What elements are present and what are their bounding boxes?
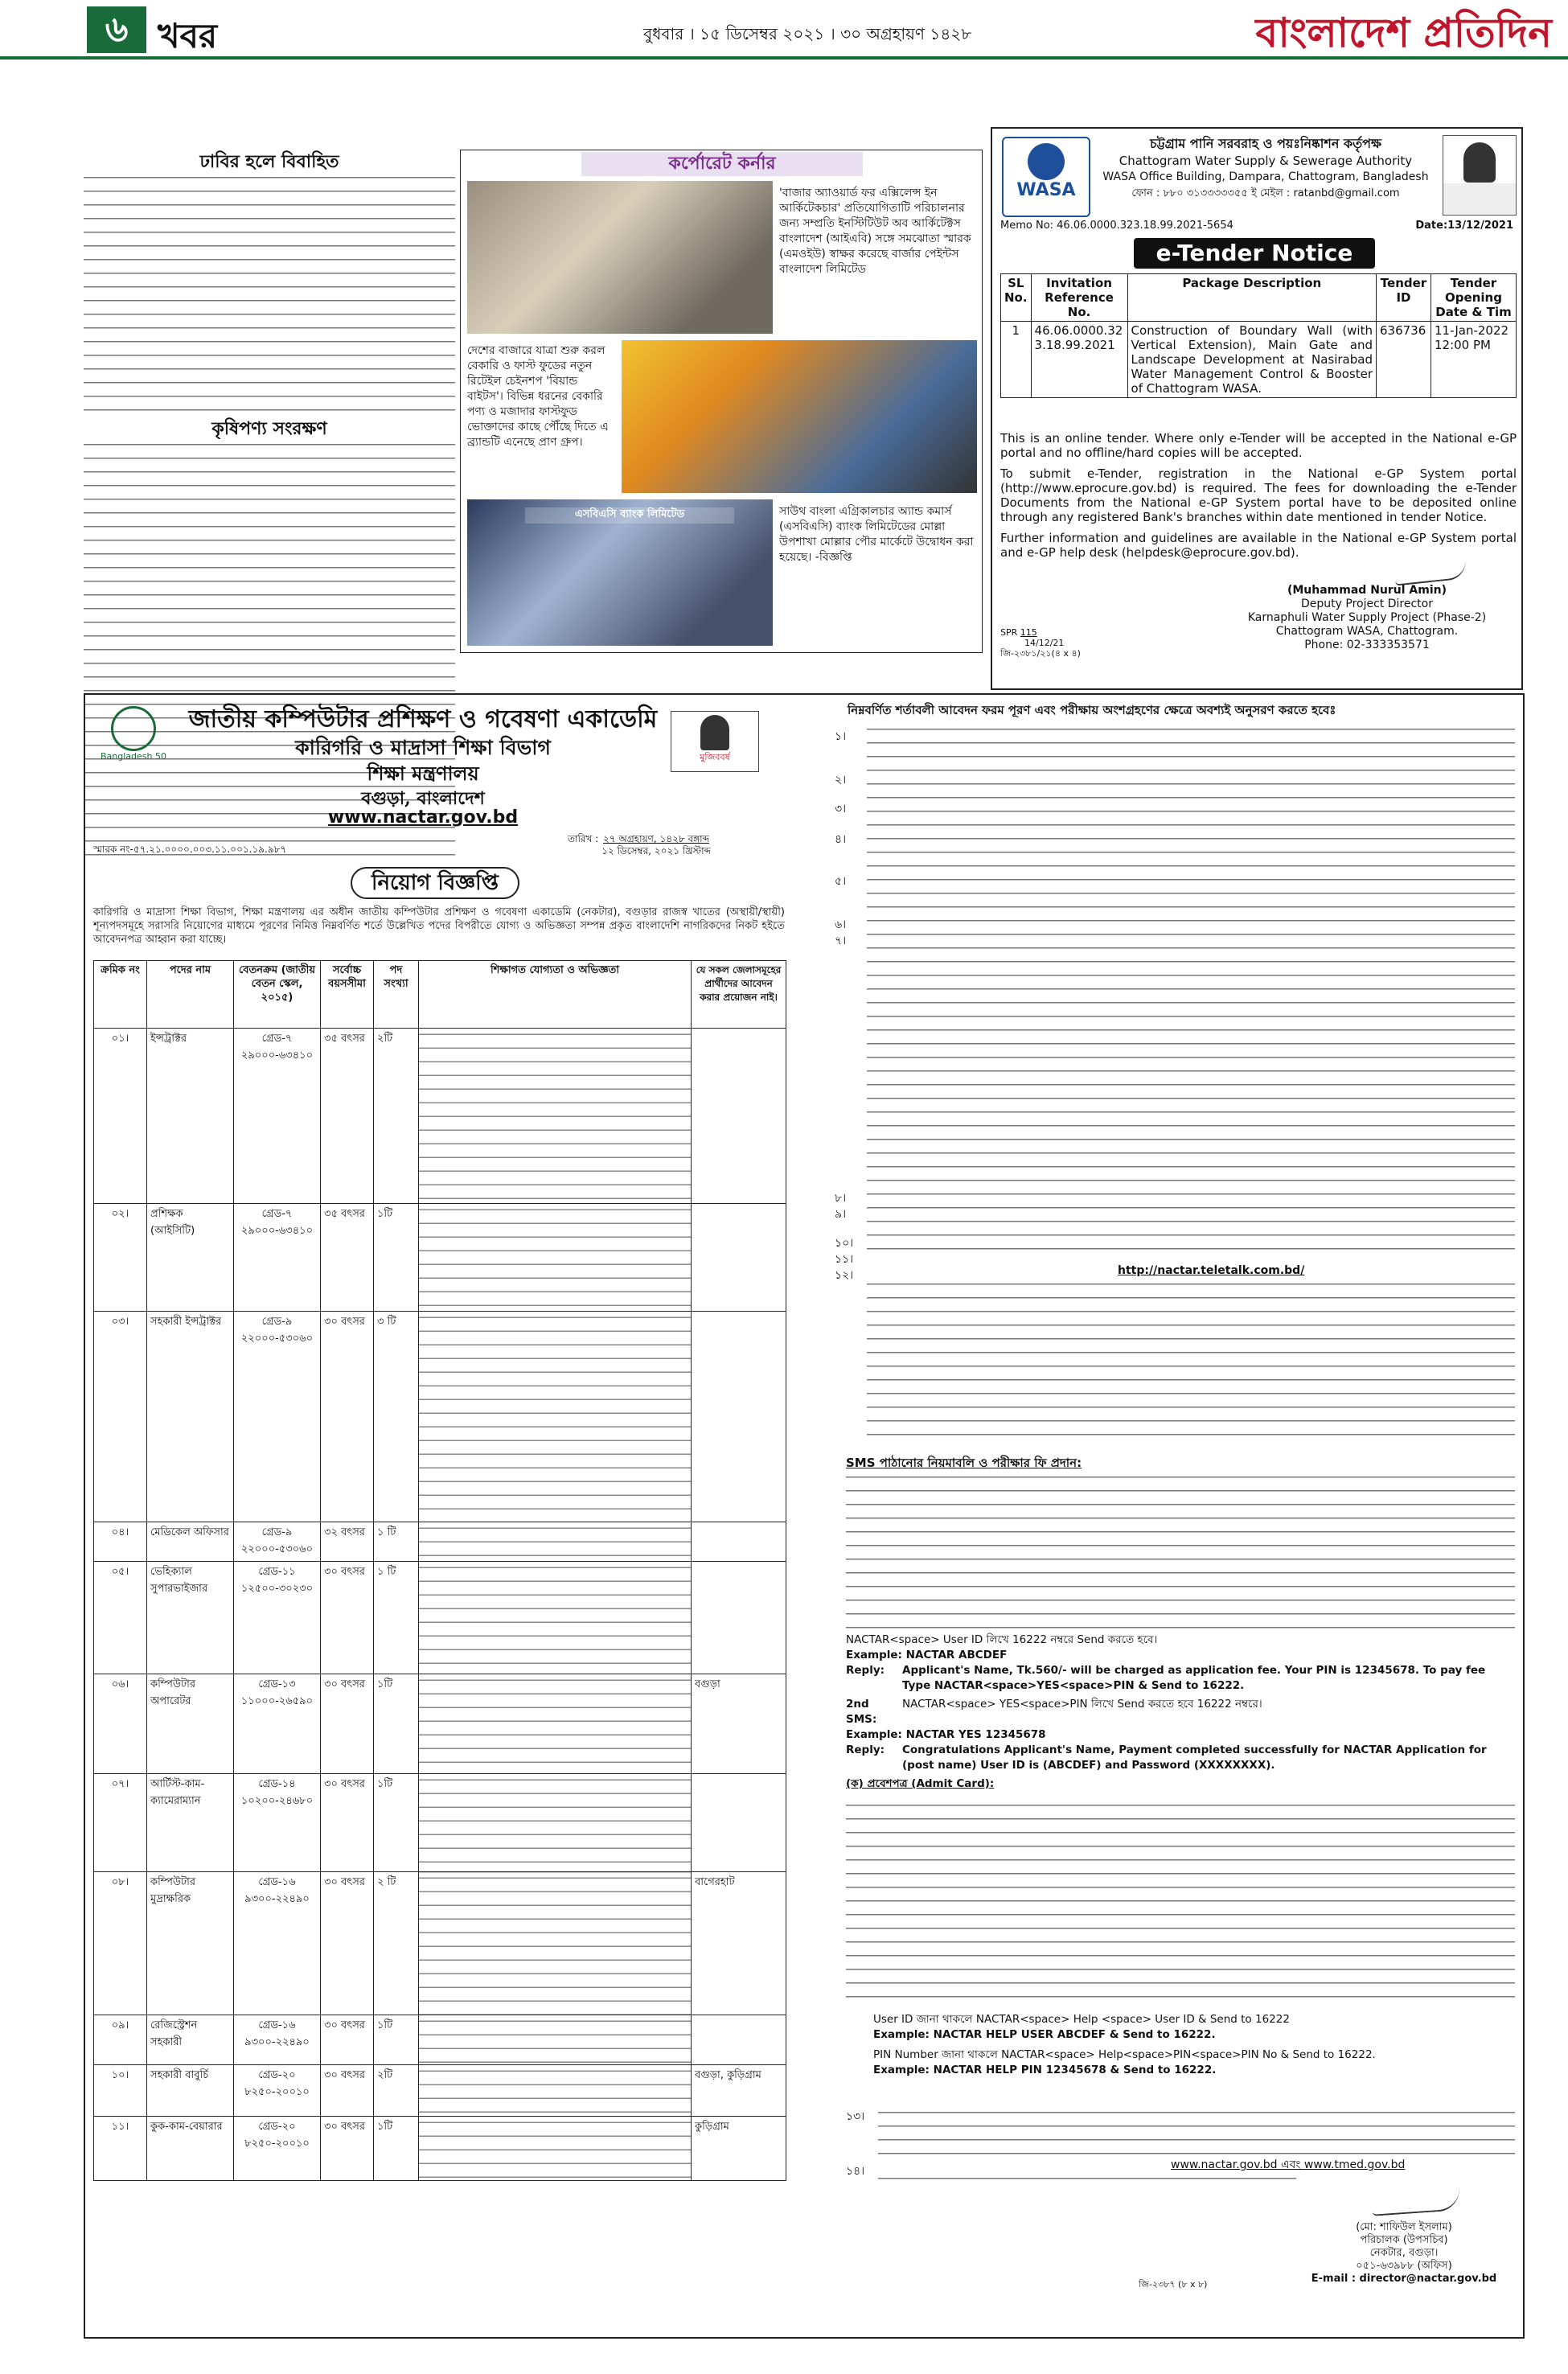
- tender-designation: Deputy Project Director: [1301, 598, 1433, 610]
- table-row: ০৭। আর্টিস্ট-কাম-ক্যামেরাম্যান গ্রেড-১৪ ১০২০০-২৪৬৮০ ৩০ বৎসর ১টি: [94, 1774, 786, 1872]
- table-row: ০৪। মেডিকেল অফিসার গ্রেড-৯ ২২০০০-৫৩০৬০ ৩২ বৎসর ১ টি: [94, 1522, 786, 1562]
- sms-example-2: Example: NACTAR YES 12345678: [846, 1728, 1046, 1741]
- final-note: [878, 2173, 1296, 2189]
- reply-1: Applicant's Name, Tk.560/- will be charged as application fee. Your PIN is 12345678. To pay fee Type NACTAR<space>YES<space>PIN & Send to 16222.: [902, 1664, 1486, 1692]
- help-example-2: Example: NACTAR HELP PIN 12345678 & Send to 16222.: [873, 2064, 1217, 2076]
- online-steps: [867, 1279, 1515, 1444]
- table-row: ১১। কুক-কাম-বেয়ারার গ্রেড-২০ ৮২৫০-২০০১০ ৩০ বৎসর ১টি কুড়িগ্রাম: [94, 2117, 786, 2181]
- academy-city: বগুড়া, বাংলাদেশ: [361, 788, 485, 809]
- sms-block: [846, 1633, 1515, 1792]
- col-sl: SL No.: [1001, 274, 1032, 322]
- tender-table: [1000, 273, 1517, 398]
- sms-example-1: Example: NACTAR ABCDEF: [846, 1649, 1008, 1661]
- reply-label: Reply:: [846, 1664, 885, 1677]
- caption-berger: 'বাজার অ্যাওয়ার্ড ফর এক্সিলেন্স ইন আর্কিটেকচার' প্রতিযোগিতাটি পরিচালনার জন্য সম্প্রতি ইনস্টিটিউট অব আর্কিটেক্টস বাংলাদেশ (আইএবি) সঙ্গে সমঝোতা স্মারক (এমওইউ) স্বাক্ষর করেছে বার্জার পেইন্টস বাংলাদেশ লিমিটেড: [779, 187, 971, 276]
- corporate-corner: [460, 150, 983, 653]
- tender-signer: (Muhammad Nurul Amin): [1287, 584, 1447, 597]
- online-link[interactable]: http://nactar.teletalk.com.bd/: [1114, 1264, 1307, 1278]
- academy-memo: স্মারক নং-৫৭.২১.০০০০.০০৩.১১.০০১.১৯.৯৮৭: [93, 844, 287, 855]
- table-row: 1 46.06.0000.32 3.18.99.2021 Construction of Boundary Wall (with Vertical Extension), Main Gate and Landscape Development at Nasirabad Water Management Control & Booster of Chattogram WASA. 636736 11-Jan-2022 12:00 PM: [1001, 322, 1517, 398]
- photo-berger: [467, 181, 773, 334]
- tender-notice: [991, 127, 1523, 690]
- table-row: ০৩। সহকারী ইন্সট্রাক্টর গ্রেড-৯ ২২০০০-৫৩০৬০ ৩০ বৎসর ৩ টি: [94, 1312, 786, 1522]
- portrait-image: [1443, 135, 1517, 216]
- corporate-corner-title: কর্পোরেট কর্নার: [581, 152, 863, 176]
- org-name-bn: চট্টগ্রাম পানি সরবরাহ ও পয়ঃনিষ্কাশন কর্তৃপক্ষ: [1150, 136, 1381, 151]
- sms-title: SMS পাঠানোর নিয়মাবলি ও পরীক্ষার ফি প্রদান:: [846, 1456, 1082, 1470]
- sms-body: [846, 1472, 1515, 1629]
- news-headline-1: ঢাবির হলে বিবাহিত: [199, 151, 339, 172]
- gd-number: জি-২৩৮৭ (৮ x ৮): [1139, 2279, 1208, 2290]
- org-address: WASA Office Building, Dampara, Chattogram, Bangladesh: [1102, 170, 1429, 183]
- notice-title: নিয়োগ বিজ্ঞপ্তি: [351, 867, 519, 899]
- academy-website[interactable]: www.nactar.gov.bd: [327, 807, 519, 828]
- tender-para-1: This is an online tender. Where only e-Tender will be accepted in the National e-GP portal and no offline/hard copies will be accepted.: [1000, 431, 1517, 460]
- tender-para-2: To submit e-Tender, registration in the National e-GP System portal (http://www.eprocure.gov.bd) is required. The fees for downloading the e-Tender Documents from the National e-GP System portal have to be deposited online through any registered Bank's branches within date mentioned in tender Notice.: [1000, 466, 1517, 524]
- section-title: খবর: [158, 16, 218, 55]
- caption-sbac: সাউথ বাংলা এগ্রিকালচার অ্যান্ড কমার্স (এসবিএসি) ব্যাংক লিমিটেডের মোল্লা উপশাখা মোল্লার পৌর মার্কেটে উদ্বোধন করা হয়েছে। -বিজ্ঞপ্তি: [779, 505, 974, 564]
- col-post: পদের নাম: [147, 961, 234, 1029]
- wasa-logo: WASA: [1002, 137, 1090, 217]
- mujib-logo: মুজিববর্ষ: [671, 711, 759, 772]
- photo-sbac-banner: এসবিএসি ব্যাংক লিমিটেড: [525, 507, 734, 524]
- col-count: পদ সংখ্যা: [374, 961, 419, 1029]
- tender-signer-block: [1217, 584, 1517, 652]
- table-row: ০২। প্রশিক্ষক (আইসিটি) গ্রেড-৭ ২৯০০০-৬৩৪১০ ৩৫ বৎসর ১টি: [94, 1204, 786, 1312]
- conditions-body: [867, 724, 1515, 1251]
- col-tender-id: Tender ID: [1377, 274, 1431, 322]
- table-row: ০৫। ভেহিক্যাল সুপারভাইজার গ্রেড-১১ ১২৫০০-৩০২৩০ ৩০ বৎসর ১ টি: [94, 1562, 786, 1674]
- help-example-1: Example: NACTAR HELP USER ABCDEF & Send to 16222.: [873, 2028, 1216, 2041]
- col-opening: Tender Opening Date & Tim: [1431, 274, 1517, 322]
- tender-phone: Phone: 02-333353571: [1304, 639, 1430, 651]
- col-serial: ক্রমিক নং: [94, 961, 147, 1029]
- photo-beyond-bites: [622, 340, 977, 493]
- news-column: [84, 150, 455, 714]
- admit-body: [846, 1800, 1515, 2009]
- reply-2: Congratulations Applicant's Name, Payment completed successfully for NACTAR Application for (post name) User ID is (ABCDEF) and Password (XXXXXXXX).: [902, 1744, 1487, 1772]
- tender-project: Karnaphuli Water Supply Project (Phase-2): [1247, 611, 1487, 624]
- director-signature: [1371, 2187, 1461, 2216]
- admit-title: (ক) প্রবেশপত্র (Admit Card):: [846, 1777, 995, 1790]
- issue-date: বুধবার । ১৫ ডিসেম্বর ২০২১ । ৩০ অগ্রহায়ণ ১৪২৮: [643, 24, 972, 43]
- director-phone: ০৫১-৬৩৯৮৮ (অফিস): [1356, 2260, 1452, 2272]
- news-headline-2: কৃষিপণ্য সংরক্ষণ: [211, 418, 327, 439]
- org-name-en: Chattogram Water Supply & Sewerage Authority: [1119, 154, 1413, 168]
- newspaper-logo: বাংলাদেশ প্রতিদিন: [1255, 9, 1552, 56]
- tender-date: Date:13/12/2021: [1415, 220, 1513, 232]
- nactar-notice: Bangladesh 50 মুজিববর্ষ জাতীয় কম্পিউটার প্রশিক্ষণ ও গবেষণা একাডেমি কারিগরি ও মাদ্রাসা শিক্ষা বিভাগ শিক্ষা মন্ত্রণালয় বগুড়া, বাংলাদেশ www.nactar.gov.bd স্মারক নং-৫৭.২১.০০০০.০০৩.১১.০০১.১৯.৯৮৭ তারিখ : ২৭ অগ্রহায়ণ, ১৪২৮ বঙ্গাব্দ ১২ ডিসেম্বর, ২০২১ খ্রিস্টাব্দ নিয়োগ বিজ্ঞপ্তি কারিগরি ও মাদ্রাসা শিক্ষা বিভাগ, শিক্ষা মন্ত্রণালয় এর অধীন জাতীয় কম্পিউটার প্রশিক্ষণ ও গবেষণা একাডেমি (নেকটার), বগুড়ার রাজস্ব খাতের (অস্থায়ী/স্থায়ী) শূন্যপদসমূহে সরাসরি নিয়োগের মাধ্যমে পূরণের নিমিত্ত নিম্নবর্ণিত শর্তে উল্লেখিত পদের বিপরীতে যোগ্য ও অভিজ্ঞতা সম্পন্ন প্রকৃত বাংলাদেশি নাগরিকদের নিকট হইতে আবেদনপত্র আহ্বান করা যাচ্ছে। ক্রমিক নং পদের নাম বেতনক্রম (জাতীয় বেতন স্কেল, ২০১৫) সর্বোচ্চ বয়সসীমা পদ সংখ্যা শিক্ষাগত যোগ্যতা ও অভিজ্ঞতা যে সকল জেলাসমূহের প্রার্থীদের আবেদন করার প্রয়োজন নাই। ০১। ইন্সট্রাক্টর গ্রেড-৭ ২৯০০০-৬৩৪১০ ৩৫ বৎসর ২টি ০২। প্রশিক্ষক (আইসিটি) গ্রেড-৭ ২৯০০০-৬৩৪১০ ৩৫ বৎসর ১টি ০৩। সহকারী ইন্সট্রাক্টর গ্রেড-৯ ২২০০০-৫৩০৬০ ৩০ বৎসর ৩ টি ০৪। মেডিকেল অফিসার গ্রেড-৯ ২২০০০-৫৩০৬০ ৩২ বৎসর ১ টি ০৫। ভেহিক্যাল সুপারভাইজার গ্রেড-১১ ১২৫০০-৩০২৩০ ৩০ বৎসর ১ টি ০৬। কম্পিউটার অপারেটর গ্রেড-১৩ ১১০০০-২৬৫৯০ ৩০ বৎসর ১টি বগুড়া ০৭। আর্টিস্ট-কাম-ক্যামেরাম্যান গ্রেড-১৪ ১০২০০-২৪৬৮০ ৩০ বৎসর ১টি ০৮। কম্পিউটার মুদ্রাক্ষরিক গ্রেড-১৬ ৯৩০০-২২৪৯০ ৩০ বৎসর ২ টি বাগেরহাট ০৯। রেজিস্ট্রেশন সহকারী গ্রেড-১৬ ৯৩০০-২২৪৯০ ৩০ বৎসর ১টি ১০। সহকারী বাবুর্চি গ্রেড-২০ ৮২৫০-২০০১০ ৩০ বৎসর ২টি বগুড়া, কুড়িগ্রাম ১১। কুক-কাম-বেয়ারার গ্রেড-২০ ৮২৫০-২০০১০ ৩০ বৎসর ১টি কুড়িগ্রাম নিম্নবর্ণিত শর্তাবলী আবেদন ফরম পূরণ এবং পরীক্ষায় অংশগ্রহণের ক্ষেত্রে অবশ্যই অনুসরণ করতে হবেঃ ১। ২। ৩। ৪। ৫। ৬। ৭। ৮। ৯। ১০। ১১। ১২। http://nactar.teletalk.com.bd/ SMS পাঠানোর নিয়মাবলি ও পরীক্ষার ফি প্রদান: NACTAR<space> User ID লিখে 16222 নম্বরে Send করতে হবে। Example: NACTAR ABCDEF Reply: Applicant's Name, Tk.560/- will be charged as application fee. Your PIN is 12345678. To pay fee Type NACTAR<space>YES<space>PIN & Send to 16222. 2nd SMS: NACTAR<space> YES<space>PIN লিখে Send করতে হবে 16222 নম্বরে। Example: NACTAR YES 12345678 Reply: Congratulations Applicant's Name, Payment completed successfully for NACTAR Application for (post name) User ID is (ABCDEF) and Password (XXXXXXXX). (ক) প্রবেশপত্র (Admit Card): User ID জানা থাকলে NACTAR<space> Help <space> User ID & Send to 16222 Example: NACTAR HELP USER ABCDEF & Send to 16222. PIN Number জানা থাকলে NACTAR<space> Help<space>PIN<space>PIN No & Send to 16222. Example: NACTAR HELP PIN 12345678 & Send to 16222. ১৩। ১৪। www.nactar.gov.bd এবং www.tmed.gov.bd (মো: শাফিউল ইসলাম) পরিচালক (উপসচিব) নেকটার, বগুড়া। ০৫১-৬৩৯৮৮ (অফিস) E-mail : director@nactar.gov.bd জি-২৩৮৭ (৮ x ৮): [84, 693, 1525, 2339]
- col-scale: বেতনক্রম (জাতীয় বেতন স্কেল, ২০১৫): [234, 961, 321, 1029]
- tender-body: [1000, 431, 1517, 560]
- conditions-title: নিম্নবর্ণিত শর্তাবলী আবেদন ফরম পূরণ এবং পরীক্ষায় অংশগ্রহণের ক্ষেত্রে অবশ্যই অনুসরণ করতে হবেঃ: [848, 703, 1336, 717]
- signature: [1394, 559, 1467, 585]
- table-row: ০১। ইন্সট্রাক্টর গ্রেড-৭ ২৯০০০-৬৩৪১০ ৩৫ বৎসর ২টি: [94, 1029, 786, 1204]
- table-row: ০৮। কম্পিউটার মুদ্রাক্ষরিক গ্রেড-১৬ ৯৩০০-২২৪৯০ ৩০ বৎসর ২ টি বাগেরহাট: [94, 1872, 786, 2015]
- reply-label-2: Reply:: [846, 1744, 885, 1756]
- col-districts: যে সকল জেলাসমূহের প্রার্থীদের আবেদন করার প্রয়োজন নাই।: [692, 961, 786, 1029]
- org-contact: ফোন : ৮৮০ ৩১৩৩৩৩৩৫৫ ই মেইল : ratanbd@gmail.com: [1131, 187, 1400, 199]
- director-title: পরিচালক (উপসচিব): [1360, 2234, 1448, 2246]
- sms-2: NACTAR<space> YES<space>PIN লিখে Send করতে হবে 16222 নম্বরে।: [902, 1698, 1262, 1711]
- help-line-2: PIN Number জানা থাকলে NACTAR<space> Help<space>PIN<space>PIN No & Send to 16222.: [873, 2048, 1376, 2061]
- help-line-1: User ID জানা থাকলে NACTAR<space> Help <space> User ID & Send to 16222: [873, 2013, 1290, 2026]
- tender-office: Chattogram WASA, Chattogram.: [1275, 625, 1459, 638]
- bangladesh-50-logo: Bangladesh 50: [93, 706, 174, 770]
- final-numbers: ১৩। ১৪।: [846, 2110, 865, 2178]
- col-age: সর্বোচ্চ বয়সসীমা: [321, 961, 374, 1029]
- director-office: নেকটার, বগুড়া।: [1369, 2247, 1439, 2259]
- result-websites[interactable]: www.nactar.gov.bd এবং www.tmed.gov.bd: [1171, 2158, 1406, 2171]
- sms-2-label: 2nd SMS:: [846, 1698, 877, 1726]
- positions-table: [93, 960, 786, 2181]
- academy-division: কারিগরি ও মাদ্রাসা শিক্ষা বিভাগ: [295, 736, 551, 759]
- director-block: [1291, 2221, 1517, 2286]
- academy-ministry: শিক্ষা মন্ত্রণালয়: [367, 762, 479, 785]
- news-body-1: [84, 172, 455, 413]
- academy-date: তারিখ : ২৭ অগ্রহায়ণ, ১৪২৮ বঙ্গাব্দ ১২ ডিসেম্বর, ২০২১ খ্রিস্টাব্দ: [568, 833, 711, 856]
- tender-memo: Memo No: 46.06.0000.323.18.99.2021-5654: [1000, 220, 1233, 232]
- final-conditions: [878, 2107, 1515, 2155]
- director-name: (মো: শাফিউল ইসলাম): [1356, 2221, 1452, 2233]
- help-block: [873, 2012, 1515, 2078]
- col-qualification: শিক্ষাগত যোগ্যতা ও অভিজ্ঞতা: [419, 961, 692, 1029]
- director-email: E-mail : director@nactar.gov.bd: [1311, 2273, 1497, 2285]
- page-number: ৬: [87, 6, 146, 53]
- tender-para-3: Further information and guidelines are available in the National e-GP System portal and e-GP help desk (helpdesk@eprocure.gov.bd).: [1000, 531, 1517, 560]
- academy-name: জাতীয় কম্পিউটার প্রশিক্ষণ ও গবেষণা একাডেমি: [188, 705, 658, 733]
- spr-block: SPR 115 14/12/21 জি-২৩৮১/২১(৪ x ৪): [1000, 627, 1081, 659]
- col-reference: Invitation Reference No.: [1031, 274, 1127, 322]
- table-row: ১০। সহকারী বাবুর্চি গ্রেড-২০ ৮২৫০-২০০১০ ৩০ বৎসর ২টি বগুড়া, কুড়িগ্রাম: [94, 2065, 786, 2117]
- table-row: ০৯। রেজিস্ট্রেশন সহকারী গ্রেড-১৬ ৯৩০০-২২৪৯০ ৩০ বৎসর ১টি: [94, 2015, 786, 2065]
- table-row: ০৬। কম্পিউটার অপারেটর গ্রেড-১৩ ১১০০০-২৬৫৯০ ৩০ বৎসর ১টি বগুড়া: [94, 1674, 786, 1774]
- caption-beyond-bites: দেশের বাজারে যাত্রা শুরু করল বেকারি ও ফাস্ট ফুডের নতুন রিটেইল চেইনশপ 'বিয়ান্ড বাইটস'। বিভিন্ন ধরনের বেকারি পণ্য ও মজাদার ফাস্টফুড ভোক্তাদের কাছে পৌঁছে দিতে এ ব্র্যান্ডটি এনেছে প্রাণ গ্রুপ।: [467, 344, 609, 449]
- notice-intro: কারিগরি ও মাদ্রাসা শিক্ষা বিভাগ, শিক্ষা মন্ত্রণালয় এর অধীন জাতীয় কম্পিউটার প্রশিক্ষণ ও গবেষণা একাডেমি (নেকটার), বগুড়ার রাজস্ব খাতের (অস্থায়ী/স্থায়ী) শূন্যপদসমূহে সরাসরি নিয়োগের মাধ্যমে পূরণের নিমিত্ত নিম্নবর্ণিত শর্তে উল্লেখিত পদের বিপরীতে যোগ্য ও অভিজ্ঞতা সম্পন্ন প্রকৃত বাংলাদেশি নাগরিকদের নিকট হইতে আবেদনপত্র আহ্বান করা যাচ্ছে।: [93, 906, 785, 946]
- tender-title: e-Tender Notice: [1134, 238, 1375, 269]
- col-package: Package Description: [1127, 274, 1376, 322]
- sms-line-1: NACTAR<space> User ID লিখে 16222 নম্বরে Send করতে হবে।: [846, 1633, 1158, 1646]
